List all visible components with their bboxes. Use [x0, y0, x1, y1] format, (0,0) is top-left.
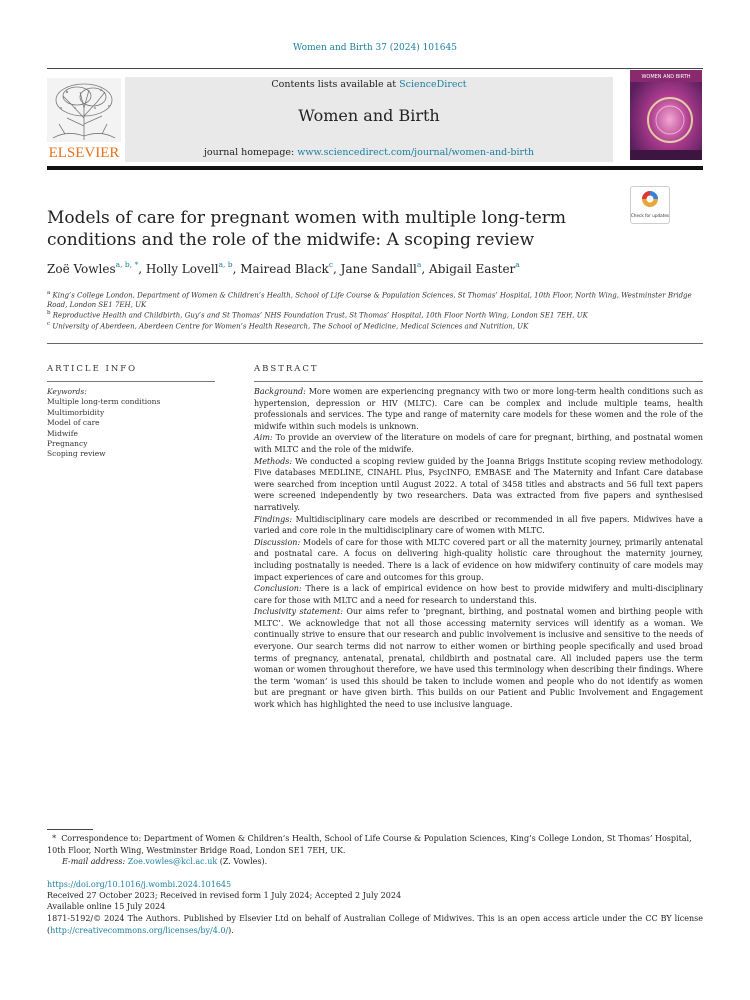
author-name[interactable]: Abigail Easter [429, 262, 516, 276]
email-line [62, 857, 267, 866]
check-for-updates-badge[interactable] [630, 186, 670, 224]
author-affiliation-marks[interactable]: a, b [218, 260, 233, 269]
abstract-heading: ABSTRACT [254, 364, 319, 374]
email-suffix: (Z. Vowles). [217, 857, 268, 866]
sciencedirect-link[interactable]: ScienceDirect [399, 79, 467, 90]
available-online: Available online 15 July 2024 [47, 902, 166, 911]
section-label: Aim: [254, 433, 273, 443]
author-affiliation-marks[interactable]: a [416, 260, 422, 269]
article-title: Models of care for pregnant women with multiple long-term conditions and the role of the midwife: A scoping review [47, 208, 567, 250]
section-text: Models of care for those with MLTC covered part or all the maternity journey, primarily antenatal and postnatal care. A focus on delivering high-quality holistic care throughout the maternity journey, including postnatally is needed. There is a lack of evidence on how midwifery continuity of care models may impact experiences of care and outcomes for this group. [254, 537, 703, 582]
header-bottom-rule [47, 166, 703, 170]
correspondence-text: Correspondence to: Department of Women & Children’s Health, School of Life Course & Population Sciences, King’s College London, St Thomas’ Hospital, 10th Floor, North Wing, Westminster Bridge Road, London SE1 7EH, UK. [47, 834, 692, 855]
author-name[interactable]: Holly Lovell [145, 262, 219, 276]
affiliation-mark: b [47, 310, 51, 316]
email-label: E-mail address: [62, 857, 126, 866]
section-text: Multidisciplinary care models are described or recommended in all five papers. Midwives have a varied and core role in the multidisciplinary care of women with MLTC. [254, 514, 703, 536]
section-text: More women are experiencing pregnancy with two or more long-term health conditions such as hypertension, depression or HIV (MLTC). Care can be complex and include multiple teams, health professionals and services. The type and range of maternity care models for these women and the role of the midwife within such models is unknown. [254, 387, 703, 431]
keyword: Model of care [47, 418, 100, 428]
elsevier-tree-icon [47, 78, 121, 160]
keyword: Multimorbidity [47, 407, 105, 417]
author-list: Zoë Vowles$^{a, b, *}$, Holly Lovell$^{a, b}$, Mairead Black$^c$, Jane Sandall$^a$, Abigail Easter$^a$ [47, 260, 520, 276]
keywords-block [47, 387, 217, 460]
author-affiliation-marks[interactable]: c [328, 260, 334, 269]
license-suffix: ). [228, 926, 234, 935]
check-updates-icon [631, 187, 669, 223]
abstract-conclusion [254, 583, 703, 606]
section-text: We conducted a scoping review guided by the Joanna Briggs Institute scoping review methodology. Five databases MEDLINE, CINAHL Plus, PsycINFO, EMBASE and The Maternity and Infant Care database were searched from inception until August 2022. A total of 3458 titles and abstracts and 56 full text papers were screened independently by two researchers. Data was extracted from five papers and synthesised narratively. [254, 456, 703, 512]
affiliation-a [47, 289, 703, 311]
author-name[interactable]: Zoë Vowles [47, 262, 116, 276]
author-affiliation-marks[interactable]: a [515, 260, 520, 269]
abstract-background [254, 386, 703, 432]
license-link[interactable]: http://creativecommons.org/licenses/by/4.0/ [50, 926, 229, 935]
affiliation-c [47, 320, 703, 332]
journal-reference[interactable]: Women and Birth 37 (2024) 101645 [293, 43, 457, 53]
journal-cover-image[interactable] [630, 70, 702, 160]
section-label: Findings: [254, 514, 293, 524]
keywords-label: Keywords: [47, 387, 87, 396]
contents-prefix: Contents lists available at [271, 79, 400, 90]
section-label: Methods: [254, 456, 293, 466]
section-text: Our aims refer to ‘pregnant, birthing, and postnatal women and birthing people with MLTC’. We acknowledge that not all those accessing maternity services will identify as a woman. We continually strive to ensure that our research and public involvement is inclusive and sensitive to the needs of everyone. Our search terms did not narrow to either women or birthing people specifically and used broad terms of pregnancy, antenatal, prenatal, childbirth and postnatal care. All included papers use the term woman or women throughout therefore, we have used this terminology when describing their findings. Where the term ‘woman’ is used this should be taken to include women and people who do not identify as women but are pregnant or have given birth. This builds on our Patient and Public Involvement and Engagement work which has highlighted the need to use inclusive language. [254, 607, 703, 710]
affiliation-mark: a [47, 290, 51, 296]
header-top-rule [47, 68, 703, 69]
correspondence-mark: * [52, 834, 57, 843]
keyword: Midwife [47, 428, 78, 438]
doi-link[interactable]: https://doi.org/10.1016/j.wombi.2024.101645 [47, 880, 232, 889]
journal-homepage-line [125, 147, 613, 158]
abstract-rule [254, 381, 703, 382]
section-divider [47, 343, 703, 344]
abstract-body [254, 386, 703, 711]
cover-title: WOMEN AND BIRTH [641, 74, 691, 80]
author-name[interactable]: Mairead Black [240, 262, 329, 276]
affiliation-text: King’s College London, Department of Women & Children’s Health, School of Life Course & Population Sciences, St Thomas’ Hospital, 10th Floor, North Wing, Westminster Bridge Road, London SE1 7EH, UK [47, 291, 692, 309]
affiliation-text: University of Aberdeen, Aberdeen Centre for Women’s Health Research, The School of Medicine, Medical Sciences and Nutrition, UK [52, 322, 529, 331]
section-text: There is a lack of empirical evidence on how best to provide midwifery and multi-disciplinary care for those with MLTC and a need for research to understand this. [254, 584, 703, 605]
license-text: 1871-5192/© 2024 The Authors. Published by Elsevier Ltd on behalf of Australian College of Midwives. This is an open access article under the CC BY license ( [47, 914, 703, 935]
abstract-inclusivity [254, 606, 703, 710]
abstract-findings [254, 514, 703, 537]
received-dates: Received 27 October 2023; Received in revised form 1 July 2024; Accepted 2 July 2024 [47, 891, 402, 900]
journal-homepage-link[interactable]: www.sciencedirect.com/journal/women-and-birth [297, 147, 535, 158]
check-updates-label: Check for updates [631, 213, 669, 218]
correspondence-note [47, 833, 703, 856]
journal-name[interactable]: Women and Birth [298, 106, 440, 125]
email-link[interactable]: Zoe.vowles@kcl.ac.uk [127, 857, 218, 866]
author-affiliation-marks[interactable]: a, b, * [115, 260, 139, 269]
keyword: Scoping review [47, 449, 106, 459]
section-text: To provide an overview of the literature on models of care for pregnant, birthing, and postnatal women with MLTC and the role of the midwife. [254, 433, 703, 454]
cover-art-icon [630, 70, 702, 160]
section-label: Discussion: [254, 537, 301, 547]
homepage-prefix: journal homepage: [203, 147, 298, 158]
license-statement [47, 913, 703, 937]
affiliation-mark: c [47, 321, 51, 327]
section-label: Conclusion: [254, 584, 302, 594]
abstract-discussion [254, 537, 703, 583]
footnote-rule [47, 829, 93, 830]
keyword: Multiple long-term conditions [47, 397, 161, 407]
elsevier-logo[interactable] [47, 78, 121, 160]
section-label: Background: [254, 387, 306, 396]
elsevier-wordmark: ELSEVIER [48, 145, 120, 160]
contents-line [125, 79, 613, 90]
author-name[interactable]: Jane Sandall [340, 262, 417, 276]
abstract-methods [254, 456, 703, 514]
section-label: Inclusivity statement: [254, 607, 343, 617]
keyword: Pregnancy [47, 439, 88, 449]
affiliation-text: Reproductive Health and Childbirth, Guy’s and St Thomas’ NHS Foundation Trust, St Thomas’ Hospital, 10th Floor North Wing, London SE1 7EH, UK [52, 311, 588, 320]
article-info-heading: ARTICLE INFO [47, 364, 138, 374]
article-info-rule [47, 381, 215, 382]
abstract-aim [254, 432, 703, 455]
